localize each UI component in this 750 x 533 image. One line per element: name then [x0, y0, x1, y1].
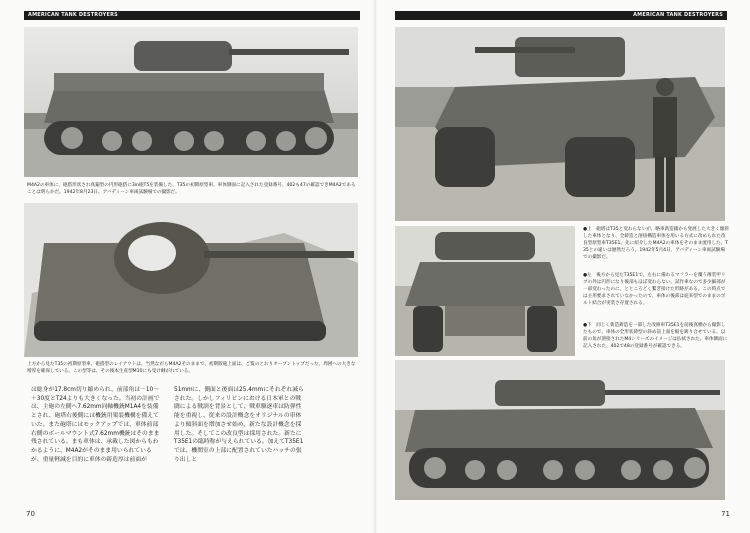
- running-header-right-text: AMERICAN TANK DESTROYERS: [633, 12, 723, 18]
- photo-t35-top-view: [24, 203, 358, 357]
- running-header-left-text: AMERICAN TANK DESTROYERS: [28, 12, 118, 18]
- photo-t35e1-rear-view: [395, 226, 575, 356]
- body-text-column-2: 51mmに、側面と後面は25.4mmにそれぞれ減らされた。しかしフィリピンにおける日本軍との戦闘による戦訓を背景として、戦車駆逐車は防弾性能を重視し、従来の設計概念をオリジナルの車体より傾斜面を増加させ始め、新たな設計概念を採用した。そしてこの改良型は採用された。新たにT35E1の臨時称が与えられている。加えてT35E1では、機関室の上部に配置されていたハッチの張り出しと: [174, 387, 304, 463]
- caption-photo3c: ●下 同じく新造鋳造を一部した改修車T35E1を前後真横から撮影したもので、車体の全形状鋳型の斜め前上面を縦を鋳り合せている。以前の角が溶接されたM4シリーズのイメージは払拭された。車体側面に記入された、402で48の登録番号が確認できる。: [583, 323, 728, 349]
- caption-photo1: M4A2の車体に、砲搭形状され真鍮型の円形砲搭に3in砲T5を装備した、T35の初期原型車。車体側面に記入された登録番号、402も47の確認できM4A2であることは明らかだ。1942年8月23日、アバディーン車両試験場での撮影だ。: [27, 183, 356, 195]
- photo-t35e1-with-soldier: [395, 27, 725, 221]
- running-header-left: [24, 11, 360, 20]
- running-header-right: [395, 11, 727, 20]
- photo-t35-side-view: [24, 27, 358, 177]
- photo-t35e1-side-view: [395, 360, 725, 500]
- right-page: [375, 0, 750, 533]
- caption-photo3b: ●左 後方から見たT35E1で、左右に備わるマフラーを覆う薄装甲リブの外は円形になり後部もほぼ変わらない。試作車なので多少細部が一部変わったのに、とところどく繋ぎ接けた形跡がある。この時点では主用要求されていなかったので、車体の後部は従来型でのままのボルト結合が実装さ存置される。: [583, 273, 726, 306]
- page-number-left: 70: [26, 510, 35, 518]
- book-spine-shadow: [373, 0, 377, 533]
- page-number-right: 71: [721, 510, 730, 518]
- caption-photo3a: ●上 砲塔はT35と変わらないが、略車新造鎖から発展した大きく傾斜した車体となり、全鋳造と溶接構造車体を用いる方式に改められた改良型原型車T35E1。先に紹介したM4A2の車体をそのまま流用した。T35との違いは歴然だろう。1942年5月4日、アバディーン車両試験場での撮影だ。: [583, 227, 729, 260]
- body-text-column-1: は総身が17.8cm切り縮められ、前部角は－10～＋30度とT24よりも大きくなった。当初の計画では、主砲の左側へ7.62mm同軸機銃M1A4を装備とされ、砲塔右後側には機銃用架装機構を備えていた。また砲塔にはモックアップでは、車体前部右側のボールマウント式7.62mm機銃はそのまま残されている。まも車体は、承載した図からもわかるように、M4A2がそのまま用いられているが、重量軽減を目的に車体の鋳造厚は前面が: [31, 387, 160, 463]
- caption-photo2: 上方から見たT35の初期原型車。砲搭型のレイアウトは、当然ながらM4A2そのままで、初期版砲上面は、ご覧のとおりオープントップだった。周囲への大きな増厚を確保している。この型等は、その後本生産型M10にも受け継がれている。: [27, 362, 356, 374]
